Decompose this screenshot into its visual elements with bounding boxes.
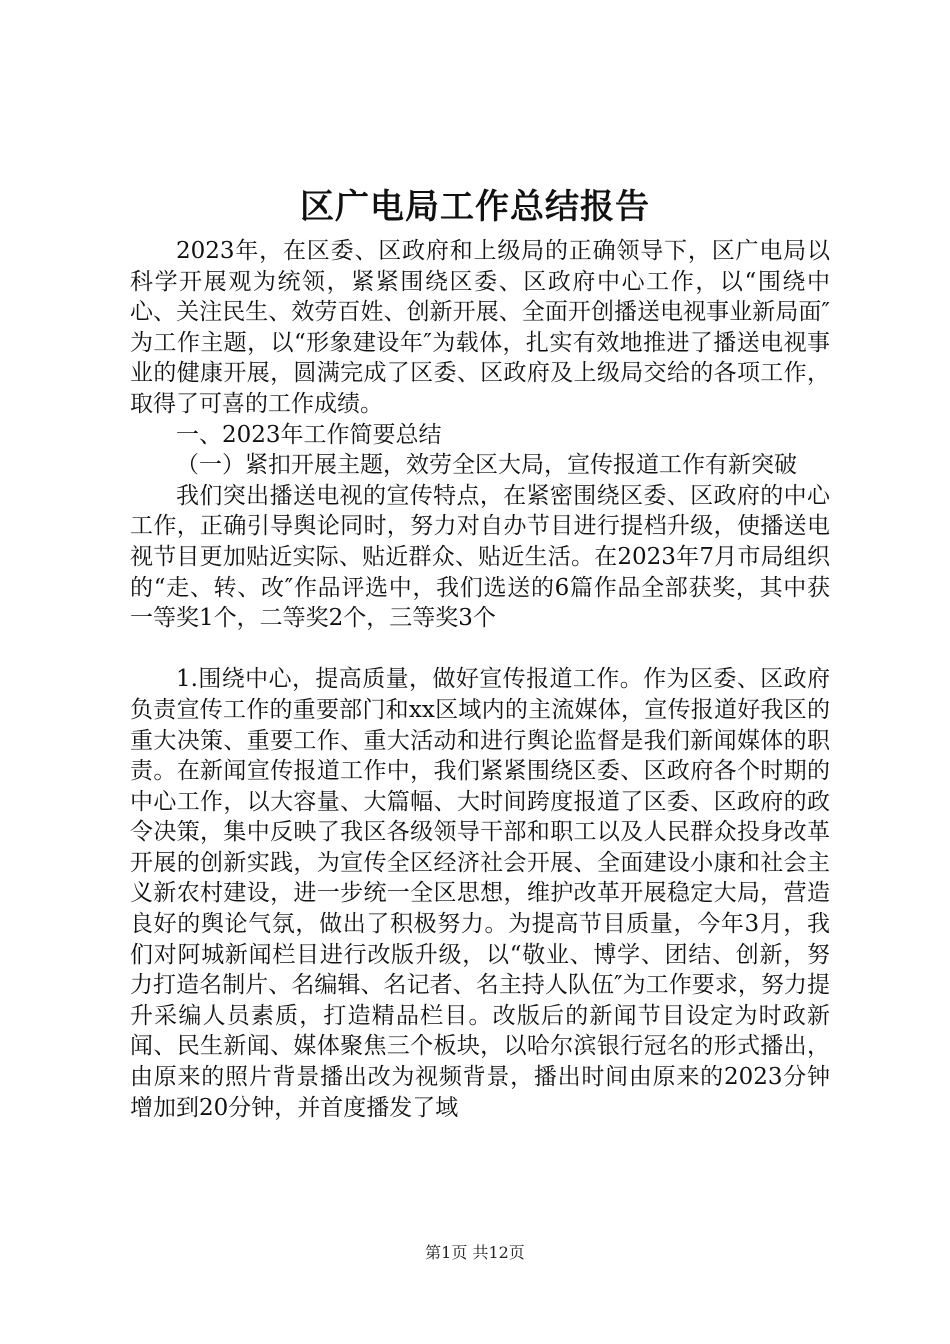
blank-line — [130, 634, 830, 665]
document-body — [130, 236, 830, 1123]
paragraph-publicity: 我们突出播送电视的宣传特点，在紧密围绕区委、区政府的中心工作，正确引导舆论同时，努力对自办节目进行提档升级，使播送电视节目更加贴近实际、贴近群众、贴近生活。在2023年7月市局组织的“走、转、改″作品评选中，我们选送的6篇作品全部获奖，其中获一等奖1个，二等奖2个，三等奖3个 — [130, 482, 830, 632]
paragraph-intro: 2023年，在区委、区政府和上级局的正确领导下，区广电局以科学开展观为统领，紧紧围绕区委、区政府中心工作，以“围绕中心、关注民生、效劳百姓、创新开展、全面开创播送电视事业新局面″为工作主题，以“形象建设年″为载体，扎实有效地推进了播送电视事业的健康开展，圆满完成了区委、区政府及上级局交给的各项工作，取得了可喜的工作成绩。 — [130, 238, 830, 417]
subsection-heading: （一）紧扣开展主题，效劳全区大局，宣传报道工作有新突破 — [176, 452, 797, 479]
page-footer: 第1页 共12页 — [425, 1243, 525, 1262]
section-heading: 一、2023年工作简要总结 — [176, 421, 442, 448]
document-title: 区广电局工作总结报告 — [300, 187, 650, 227]
paragraph-item-1: 1.围绕中心，提高质量，做好宣传报道工作。作为区委、区政府负责宣传工作的重要部门和xx区域内的主流媒体，宣传报道好我区的重大决策、重要工作、重大活动和进行舆论监督是我们新闻媒体的职责。在新闻宣传报道工作中，我们紧紧围绕区委、区政府各个时期的中心工作，以大容量、大篇幅、大时间跨度报道了区委、区政府的政令决策，集中反映了我区各级领导干部和职工以及人民群众投身改革开展的创新实践，为宣传全区经济社会开展、全面建设小康和社会主义新农村建设，进一步统一全区思想，维护改革开展稳定大局，营造良好的舆论气氛，做出了积极努力。为提高节目质量，今年3月，我们对阿城新闻栏目进行改版升级，以“敬业、博学、团结、创新，努力打造名制片、名编辑、名记者、名主持人队伍″为工作要求，努力提升采编人员素质，打造精品栏目。改版后的新闻节目设定为时政新闻、民生新闻、媒体聚焦三个板块，以哈尔滨银行冠名的形式播出，由原来的照片背景播出改为视频背景，播出时间由原来的2023分钟增加到20分钟，并首度播发了域 — [130, 666, 830, 1121]
